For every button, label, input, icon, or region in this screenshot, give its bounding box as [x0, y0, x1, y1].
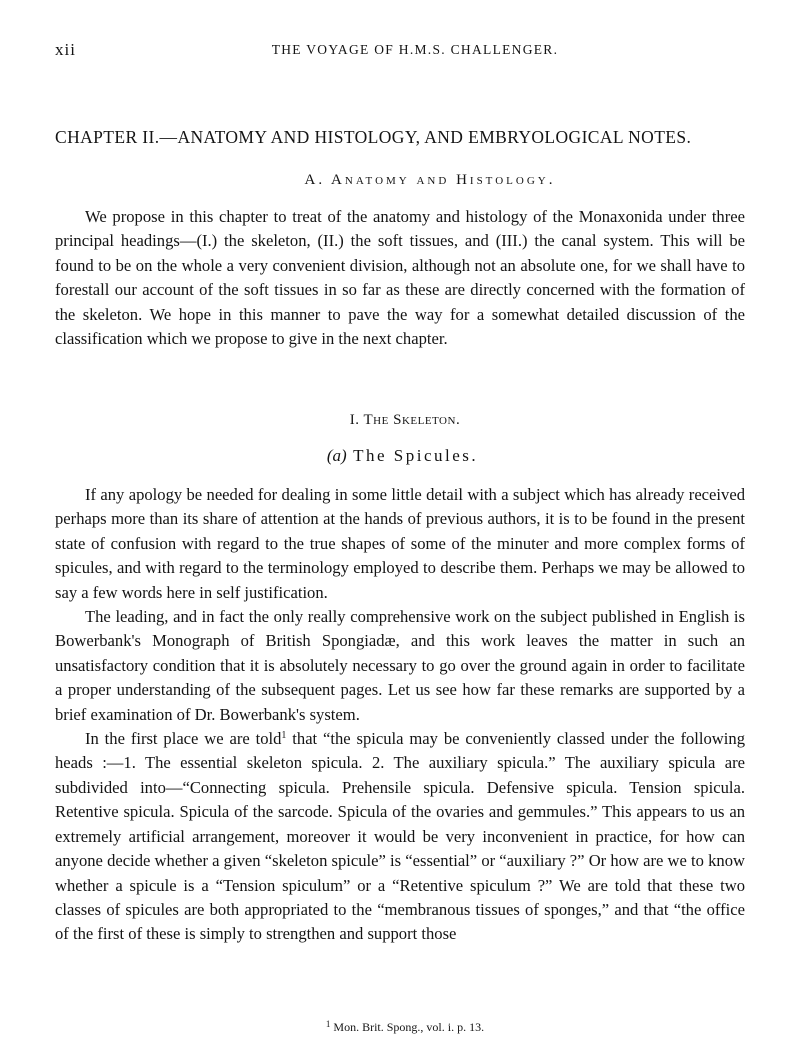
running-title: THE VOYAGE OF H.M.S. CHALLENGER. [271, 42, 559, 57]
spicules-label: (a) [326, 446, 347, 465]
paragraph-classification-rest: that “the spicula may be conveniently classed under the following heads :—1. The essential skeleton spicula. 2. The auxiliary spicula.” The auxiliary spicula are subdivided into—“Connecting spicula. Prehensile spicula. Defensive spicula. Tension spicula. Retentive spicula. Spicula of the sarcode. Spicula of the ovaries and gemmules.” This appears to us an extremely artificial arrangement, moreover it would be very inconvenient in practice, for how can anyone decide whether a given “skeleton spicule” is “essential” or “auxiliary ?” Or how are we to know whether a spicule is a “Tension spiculum” or a “Retentive spiculum ?” We are told that these two classes of spicules are both appropriated to the “membranous tissues of sponges,” and that “the office of the first of these is simply to strengthen and support those [55, 729, 745, 944]
paragraph-classification [55, 727, 745, 947]
spicules-heading [0, 446, 800, 466]
footnote-marker: 1 [325, 1019, 331, 1029]
section-title: A. Anatomy and Histology. [304, 172, 556, 188]
footnote [0, 1020, 800, 1035]
paragraph-classification-start: In the first place we are told [85, 729, 282, 749]
running-header [55, 40, 745, 62]
spicules-title: The Spicules. [353, 446, 479, 465]
skeleton-heading: I. The Skeleton. [349, 412, 461, 428]
intro-text [55, 205, 745, 351]
page-number: xii [55, 40, 76, 59]
footnote-text: Mon. Brit. Spong., vol. i. p. 13. [333, 1020, 485, 1034]
chapter-title: CHAPTER II.—ANATOMY AND HISTOLOGY, AND EMBRYOLOGICAL NOTES. [55, 127, 692, 147]
paragraph-bowerbank: The leading, and in fact the only really comprehensive work on the subject published in English is Bowerbank's Monograph of British Spongiadæ, and this work leaves the matter in such an unsatisfactory condition that it is absolutely necessary to go over the ground again in order to facilitate a proper understanding of the subsequent pages. Let us see how far these remarks are supported by a brief examination of Dr. Bowerbank's system. [55, 607, 745, 724]
main-text [55, 483, 745, 947]
footnote-reference: 1 [281, 730, 287, 742]
intro-paragraph: We propose in this chapter to treat of the anatomy and histology of the Monaxonida under three principal headings—(I.) the skeleton, (II.) the soft tissues, and (III.) the canal system. This will be found to be on the whole a very convenient division, although not an absolute one, for we shall have to forestall our account of the soft tissues in so far as these are directly concerned with the formation of the skeleton. We hope in this manner to pave the way for a somewhat detailed discussion of the classification which we propose to give in the next chapter. [55, 207, 745, 349]
paragraph-apology: If any apology be needed for dealing in some little detail with a subject which has already received perhaps more than its share of attention at the hands of previous authors, it is to be found in the present state of confusion with regard to the true shapes of some of the minuter and more complex forms of spicules, and with regard to the terminology employed to describe them. Perhaps we may be allowed to say a few words here in self justification. [55, 485, 745, 602]
